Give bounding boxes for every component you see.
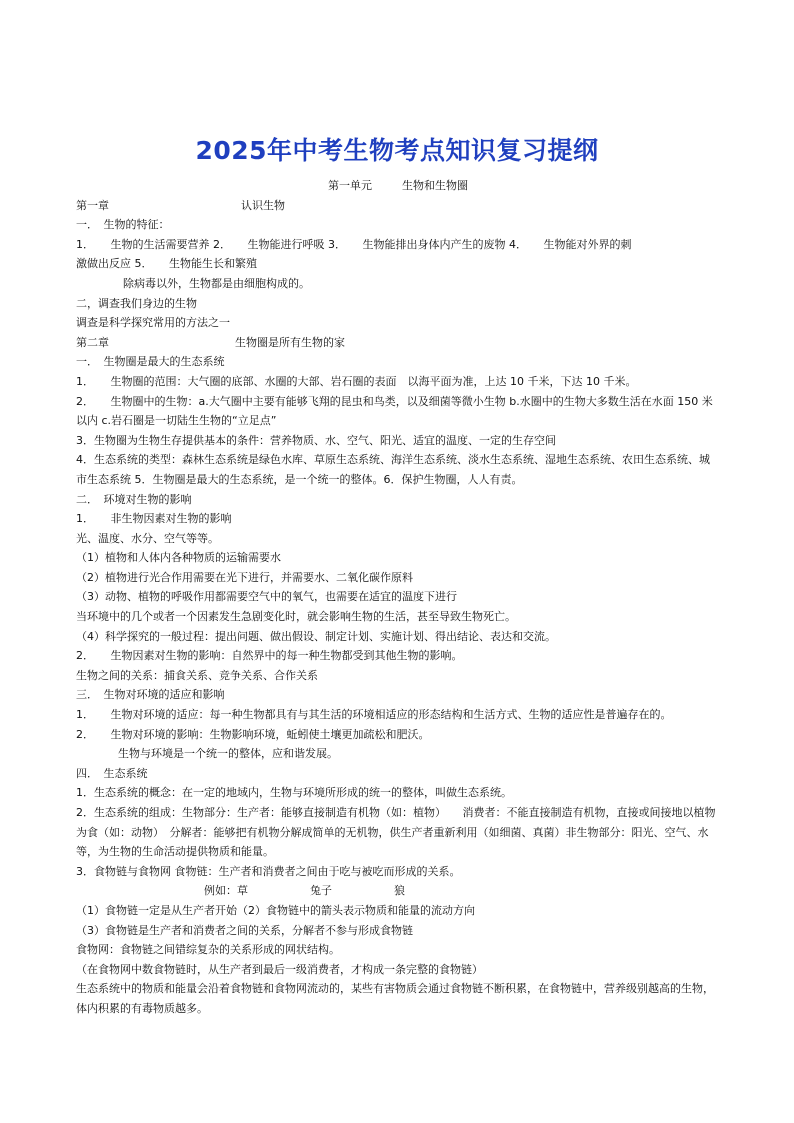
paragraph: 1． 生物的生活需要营养 2． 生物能进行呼吸 3． 生物能排出身体内产生的废物 4． 生物能对外界的刺 (76, 237, 632, 251)
list-item: （3）动物、植物的呼吸作用都需要空气中的氧气，也需要在适宜的温度下进行 (76, 590, 457, 604)
paragraph: 2． 生物圈中的生物：a.大气圈中主要有能够飞翔的昆虫和鸟类，以及细菌等微小生物 b.水圈中的生物大多数生活在水面 150 米以内 c.岩石圈是一切陆生生物的“立足点” (76, 394, 713, 428)
paragraph: 1． 生物圈的范围：大气圈的底部、水圈的大部、岩石圈的表面 以海平面为准，上达 10 千米，下达 10 千米。 (76, 374, 637, 388)
paragraph: 4．生态系统的类型：森林生态系统是绿色水库、草原生态系统、海洋生态系统、淡水生态系统、湿地生态系统、农田生态系统、城市生态系统 5．生物圈是最大的生态系统，是一个统一的整体。6．保护生物圈，人人有责。 (76, 453, 710, 486)
section-heading: 二． 环境对生物的影响 (76, 492, 192, 506)
chapter-2-name: 生物圈是所有生物的家 (235, 335, 345, 349)
unit-heading (76, 176, 720, 196)
food-chain-example (76, 881, 720, 901)
document-body (76, 176, 720, 1019)
chapter-2-heading (76, 333, 720, 353)
document-title: 2025年中考生物考点知识复习提纲 (195, 136, 599, 165)
chapter-2-label: 第二章 (76, 335, 109, 349)
list-item: （2）植物进行光合作用需要在光下进行，并需要水、二氧化碳作原料 (76, 570, 413, 584)
example-rabbit: 兔子 (310, 884, 332, 898)
example-label: 例如： (204, 884, 237, 898)
list-item: （1）食物链一定是从生产者开始（2）食物链中的箭头表示物质和能量的流动方向 (76, 903, 475, 917)
example-wolf: 狼 (394, 884, 405, 898)
paragraph: 2． 生物对环境的影响：生物影响环境，蚯蚓使土壤更加疏松和肥沃。 (76, 727, 430, 741)
list-item: （4）科学探究的一般过程：提出问题、做出假设、制定计划、实施计划、得出结论、表达和交流。 (76, 629, 556, 643)
paragraph: 1．生态系统的概念：在一定的地域内，生物与环境所形成的统一的整体，叫做生态系统。 (76, 786, 512, 800)
paragraph: 除病毒以外，生物都是由细胞构成的。 (123, 276, 310, 290)
paragraph: 当环境中的几个或者一个因素发生急剧变化时，就会影响生物的生活，甚至导致生物死亡。 (76, 610, 516, 624)
subsection-heading: 1． 非生物因素对生物的影响 (76, 512, 232, 526)
subsection-heading: 2． 生物因素对生物的影响：自然界中的每一种生物都受到其他生物的影响。 (76, 649, 463, 663)
unit-name: 生物和生物圈 (402, 179, 468, 192)
paragraph: 3．食物链与食物网 食物链：生产者和消费者之间由于吃与被吃而形成的关系。 (76, 864, 461, 878)
list-item: （1）植物和人体内各种物质的运输需要水 (76, 551, 281, 565)
paragraph: 生物与环境是一个统一的整体，应和谐发展。 (118, 747, 338, 761)
section-heading: 一． 生物的特征： (76, 218, 170, 232)
unit-label: 第一单元 (328, 179, 372, 192)
paragraph: 生态系统中的物质和能量会沿着食物链和食物网流动的，某些有害物质会通过食物链不断积累，在食物链中，营养级别越高的生物，体内积累的有毒物质越多。 (76, 982, 714, 1015)
paragraph: 调查是科学探究常用的方法之一 (76, 316, 230, 330)
chapter-1-label: 第一章 (76, 198, 109, 212)
section-heading: 三． 生物对环境的适应和影响 (76, 688, 225, 702)
paragraph: 2．生态系统的组成：生物部分：生产者：能够直接制造有机物（如：植物） 消费者：不能直接制造有机物，直接或间接地以植物为食（如：动物） 分解者：能够把有机物分解成简单的无机物，供生产者重新利用（如细菌、真菌）非生物部分：阳光、空气、水等，为生物的生命活动提供物质和能量。 (76, 806, 716, 859)
paragraph: 激做出反应 5． 生物能生长和繁殖 (76, 257, 257, 271)
section-heading: 四． 生态系统 (76, 766, 148, 780)
chapter-1-name: 认识生物 (241, 198, 285, 212)
paragraph: 食物网：食物链之间错综复杂的关系形成的网状结构。 (76, 943, 340, 957)
chapter-1-heading (76, 196, 720, 216)
paragraph: 生物之间的关系：捕食关系、竞争关系、合作关系 (76, 668, 318, 682)
paragraph: 1． 生物对环境的适应：每一种生物都具有与其生活的环境相适应的形态结构和生活方式、生物的适应性是普遍存在的。 (76, 708, 672, 722)
section-heading: 一． 生物圈是最大的生态系统 (76, 355, 225, 369)
section-heading: 二，调查我们身边的生物 (76, 296, 197, 310)
paragraph: 3．生物圈为生物生存提供基本的条件：营养物质、水、空气、阳光、适宜的温度、一定的生存空间 (76, 433, 556, 447)
list-item: （3）食物链是生产者和消费者之间的关系，分解者不参与形成食物链 (76, 923, 413, 937)
example-grass: 草 (237, 884, 248, 898)
paragraph: （在食物网中数食物链时，从生产者到最后一级消费者，才构成一条完整的食物链） (76, 962, 483, 976)
paragraph: 光、温度、水分、空气等等。 (76, 531, 219, 545)
